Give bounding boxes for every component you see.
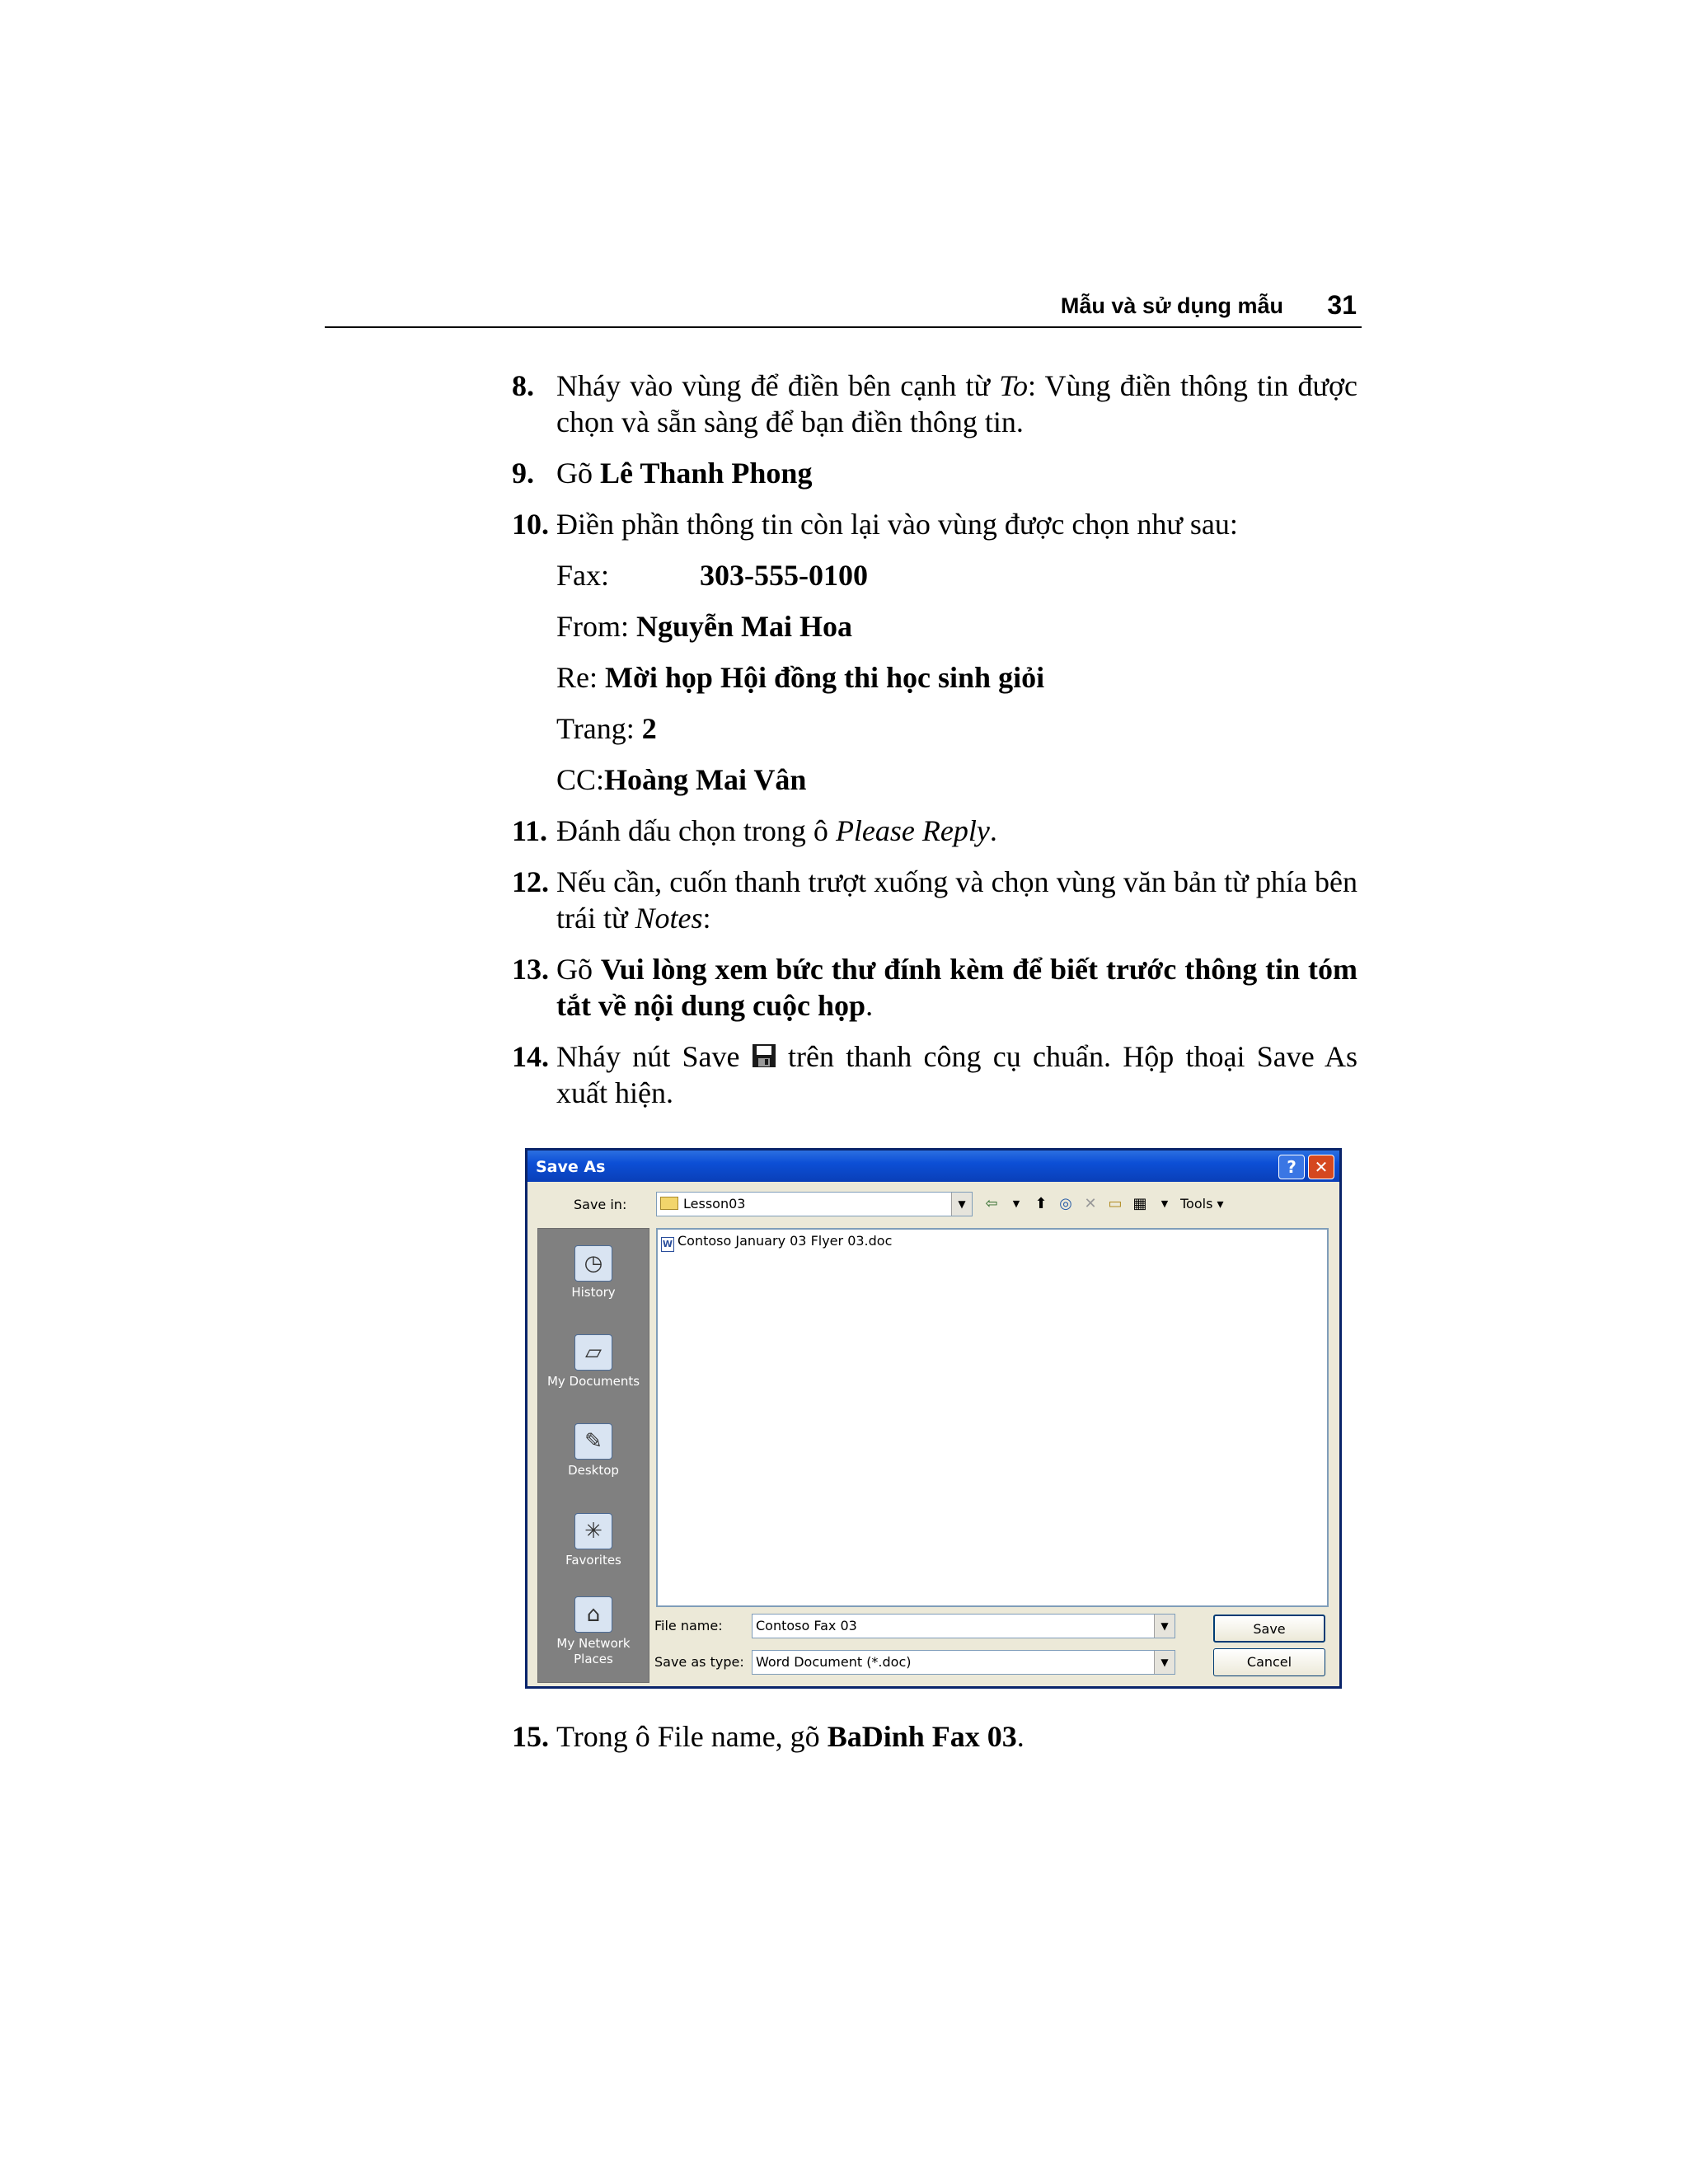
cc-field-line [556,762,1357,798]
place-label: Desktop [568,1463,619,1478]
re-label: Re: [556,661,605,694]
re-field-line [556,659,1357,696]
step-text: : Vùng điền thông tin được chọn và sẵn sàng để bạn điền thông tin. [556,369,1357,438]
save-type-dropdown[interactable] [752,1650,1175,1675]
save-type-label: Save as type: [654,1654,744,1670]
step-text: Đánh dấu chọn trong ô [556,814,836,847]
step-emphasis: To [999,369,1028,402]
step-text: Nếu cần, cuốn thanh trượt xuống và chọn vùng văn bản từ phía bên trái từ [556,865,1357,935]
chevron-down-icon[interactable]: ▼ [951,1193,972,1216]
place-favorites[interactable] [538,1513,649,1568]
place-label: Favorites [565,1553,621,1568]
step-number: 9. [512,457,534,490]
dialog-toolbar [982,1192,1224,1216]
help-button[interactable]: ? [1278,1155,1305,1179]
step-number: 15. [512,1720,549,1753]
save-in-dropdown[interactable] [656,1192,973,1216]
step-text: . [1016,1720,1025,1753]
step-text: Nháy vào vùng để điền bên cạnh từ [556,369,1000,402]
step-text: trên thanh công cụ chuẩn. Hộp thoại Save As xuất hiện. [556,1040,1357,1109]
from-label: From: [556,610,637,643]
step-10 [512,506,1357,542]
new-folder-icon[interactable]: ▭ [1108,1195,1123,1212]
step-text: . [865,989,874,1022]
step-text: . [989,814,997,847]
dialog-title: Save As [536,1158,606,1176]
back-dropdown-icon[interactable]: ▼ [1012,1198,1020,1209]
back-icon[interactable]: ⇦ [985,1195,998,1212]
step-14 [512,1038,1357,1111]
tools-label: Tools [1180,1196,1213,1212]
search-web-icon[interactable]: ◎ [1059,1195,1072,1212]
step-text: Gõ [556,457,600,490]
fax-field-line [556,557,1357,593]
save-icon [752,1040,776,1065]
page-body [512,368,1357,1126]
chevron-down-icon[interactable]: ▼ [1154,1615,1175,1638]
cc-label: CC: [556,763,605,796]
place-label: History [571,1285,616,1300]
save-in-label: Save in: [574,1197,627,1212]
step-15 [512,1718,1357,1755]
step-emphasis: Notes [635,902,703,935]
step-text: Gõ [556,953,601,986]
step-number: 8. [512,369,534,402]
page-body-lower [512,1718,1357,1769]
step-text: : [702,902,711,935]
place-history[interactable] [538,1245,649,1301]
step-number: 12. [512,865,549,898]
page-header [325,290,1362,328]
step-number: 10. [512,508,549,541]
trang-value: 2 [641,712,657,745]
re-value: Mời họp Hội đồng thi học sinh giỏi [605,661,1045,694]
trang-label: Trang: [556,712,642,745]
fax-value: 303-555-0100 [700,559,868,592]
running-title: Mẫu và sử dụng mẫu [1060,293,1283,318]
folder-icon [660,1197,678,1210]
history-icon: ◷ [574,1245,612,1282]
favorites-icon: ✳ [574,1513,612,1549]
step-9 [512,455,1357,491]
close-button[interactable]: ✕ [1308,1155,1334,1179]
save-type-value: Word Document (*.doc) [756,1654,912,1670]
file-name-label: File name: [654,1618,723,1633]
my-documents-icon: ▱ [574,1334,612,1371]
place-label: My Network Places [556,1636,631,1666]
save-in-value: Lesson03 [683,1196,746,1212]
step-bold: Lê Thanh Phong [600,457,813,490]
save-button[interactable]: Save [1213,1615,1325,1643]
places-bar [537,1228,649,1683]
chevron-down-icon[interactable]: ▼ [1154,1651,1175,1674]
trang-field-line [556,710,1357,747]
file-item[interactable] [661,1233,892,1252]
delete-icon[interactable]: ✕ [1084,1195,1097,1212]
network-icon: ⌂ [574,1596,612,1633]
from-field-line [556,608,1357,644]
step-number: 13. [512,953,549,986]
step-bold: Vui lòng xem bức thư đính kèm để biết trước thông tin tóm tắt về nội dung cuộc họp [556,953,1357,1022]
step-text: Nháy nút Save [556,1040,752,1073]
views-dropdown-icon[interactable]: ▼ [1160,1198,1169,1209]
up-folder-icon[interactable]: ⬆ [1034,1195,1048,1212]
place-my-documents[interactable] [538,1334,649,1390]
file-name-input[interactable] [752,1614,1175,1638]
place-desktop[interactable] [538,1423,649,1479]
tools-menu[interactable]: Tools ▾ [1180,1196,1224,1212]
dialog-titlebar [528,1151,1339,1182]
step-emphasis: Please Reply [835,814,990,847]
cancel-button[interactable]: Cancel [1213,1648,1325,1676]
step-8 [512,368,1357,440]
fax-label: Fax: [556,559,610,592]
from-value: Nguyễn Mai Hoa [636,610,853,643]
step-number: 11. [512,814,548,847]
file-name: Contoso January 03 Flyer 03.doc [678,1233,893,1249]
step-text: Trong ô File name, gõ [556,1720,828,1753]
step-11 [512,813,1357,849]
file-list[interactable] [656,1228,1329,1607]
step-12 [512,864,1357,936]
step-13 [512,951,1357,1024]
file-name-value: Contoso Fax 03 [756,1618,857,1633]
step-text: Điền phần thông tin còn lại vào vùng được chọn như sau: [556,508,1238,541]
save-as-dialog [525,1148,1342,1689]
place-label: My Documents [546,1374,640,1389]
word-doc-icon: W [661,1237,674,1252]
page-number: 31 [1327,290,1357,320]
cc-value: Hoàng Mai Vân [604,763,807,796]
views-icon[interactable]: ▦ [1132,1195,1147,1212]
place-my-network[interactable] [538,1596,649,1667]
step-number: 14. [512,1040,549,1073]
desktop-icon: ✎ [574,1423,612,1460]
step-bold: BaDinh Fax 03 [827,1720,1017,1753]
